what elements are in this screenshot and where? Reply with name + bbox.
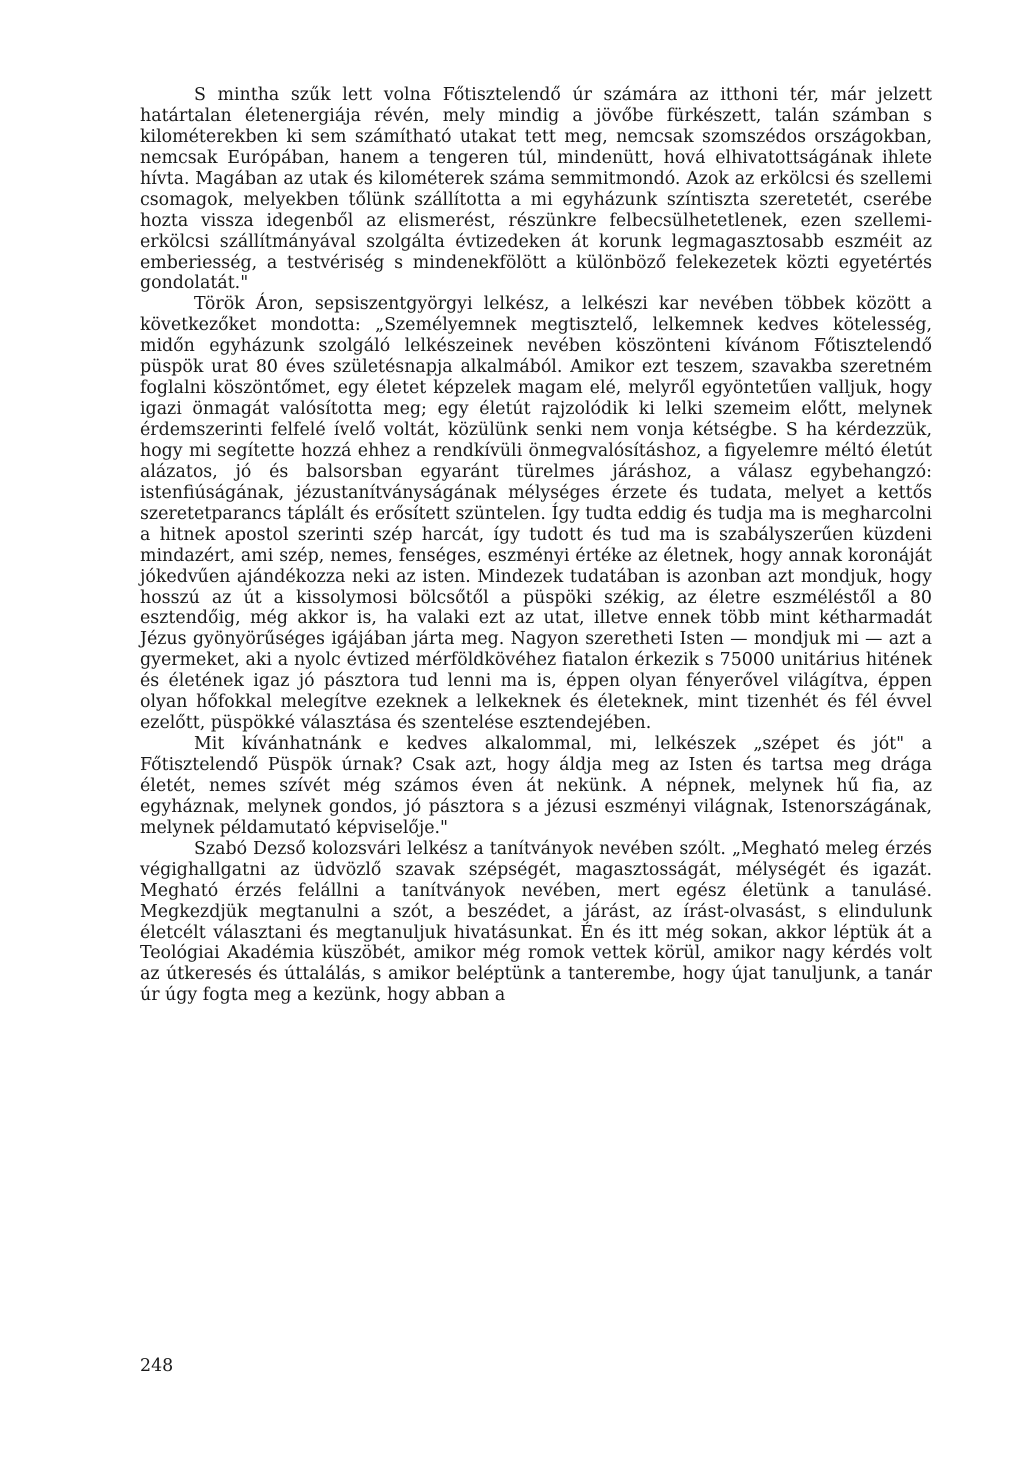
- paragraph-3: Mit kívánhatnánk e kedves alkalommal, mi, lelkészek „szépet és jót" a Főtisztelendő Püspök úrnak? Csak azt, hogy áldja meg az Isten és tartsa meg drága életét, nemes szívét még számos éven át nekünk. A népnek, melynek hű fia, az egyháznak, melynek gondos, jó pásztora s a jézusi eszményi világnak, Istenországának, melynek példamutató képviselője.": [140, 734, 932, 838]
- paragraph-1: S mintha szűk lett volna Főtisztelendő úr számára az itthoni tér, már jelzett határtalan életenergiája révén, mely mindig a jövőbe fürkészett, talán számban s kilométerekben ki sem számítható utakat tett meg, nemcsak szomszédos országokban, nemcsak Európában, hanem a tengeren túl, mindenütt, hová elhivatottságának ihlete hívta. Magában az utak és kilométerek száma semmitmondó. Azok az erkölcsi és szellemi csomagok, melyekben tőlünk szállította a mi egyházunk színtiszta szeretetét, cserébe hozta vissza idegenből az elismerést, részünkre felbecsülhetetlenek, ezen szellemi-erkölcsi szállítmányával szolgálta évtizedeken át korunk legmagasztosabb eszméit az emberiesség, a testvériség s mindenekfölött a különböző felekezetek közti egyetértés gondolatát.": [140, 85, 932, 294]
- paragraph-4: Szabó Dezső kolozsvári lelkész a tanítványok nevében szólt. „Megható meleg érzés végighallgatni az üdvözlő szavak szépségét, magasztosságát, mélységét és igazát. Megható érzés felállni a tanítványok nevében, mert egész életünk a tanulásé. Megkezdjük megtanulni a szót, a beszédet, a járást, az írást-olvasást, s elindulunk életcélt választani és megtanuljuk hivatásunkat. Én és itt még sokan, akkor léptük át a Teológiai Akadémia küszöbét, amikor még romok vettek körül, amikor nagy kérdés volt az útkeresés és úttalálás, s amikor beléptünk a tanterembe, hogy újat tanuljunk, a tanár úr úgy fogta meg a kezünk, hogy abban a: [140, 838, 932, 1006]
- paragraph-2: Török Áron, sepsiszentgyörgyi lelkész, a lelkészi kar nevében többek között a következőket mondotta: „Személyemnek megtisztelő, lelkemnek kedves kötelesség, midőn egyházunk szolgáló lelkészeinek nevében köszönteni kívánom Főtisztelendő püspök urat 80 éves születésnapja alkalmából. Amikor ezt teszem, szavakba szeretném foglalni köszöntőmet, egy életet képzelek magam elé, melyről egyöntetűen valljuk, hogy igazi önmagát valósította meg; egy életút rajzolódik ki lelki szemeim előtt, melynek érdemszerinti felfelé ívelő voltát, közülünk senki nem vonja kétségbe. S ha kérdezzük, hogy mi segítette hozzá ehhez a rendkívüli önmegvalósításhoz, a figyelemre méltó életút alázatos, jó és balsorsban egyaránt türelmes járáshoz, a válasz egybehangzó: istenfiúságának, jézustanítványságának mélységes érzete és tudata, melyet a kettős szeretetparancs táplált és erősített szüntelen. Így tudta eddig és tudja ma is megharcolni a hitnek apostol szerinti szép harcát, így tudott és tud ma is szabályszerűen küzdeni mindazért, ami szép, nemes, fenséges, eszményi értéke az életnek, hogy annak koronáját jókedvűen ajándékozza neki az isten. Mindezek tudatában is azonban azt mondjuk, hogy hosszú az út a kissolymosi bölcsőtől a püspöki székig, az életre eszméléstől a 80 esztendőig, még akkor is, ha valaki ezt az utat, illetve ennek több mint kétharmadát Jézus gyönyörűséges igájában járta meg. Nagyon szeretheti Isten — mondjuk mi — azt a gyermeket, aki a nyolc évtized mérföldkövéhez fiatalon érkezik s 75000 unitárius hitének és életének igaz jó pásztora tud lenni ma is, éppen olyan fényerővel világítva, éppen olyan hőfokkal melegítve ezeknek a lelkeknek és életeknek, mint tizenhét és fél évvel ezelőtt, püspökké választása és szentelése esztendejében.: [140, 294, 932, 734]
- page-number: 248: [140, 1356, 174, 1376]
- body-text: [140, 85, 932, 1006]
